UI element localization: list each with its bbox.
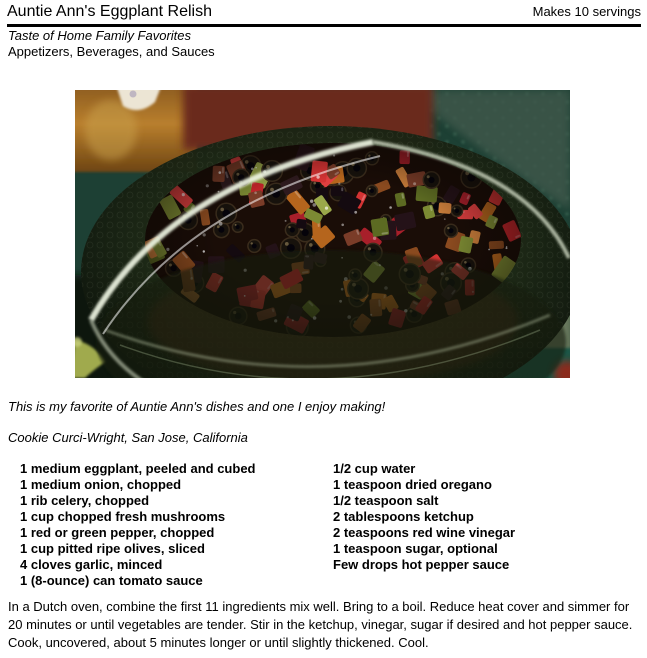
ingredient-item: 1 rib celery, chopped xyxy=(20,493,150,508)
ingredient-item: 1/2 cup water xyxy=(333,461,416,476)
cookbook-source: Taste of Home Family Favorites xyxy=(8,28,192,43)
ingredient-item: 2 teaspoons red wine vinegar xyxy=(333,525,516,540)
servings-label: Makes 10 servings xyxy=(532,4,641,19)
ingredient-item: 2 tablespoons ketchup xyxy=(333,509,474,524)
ingredients-list-right xyxy=(333,461,515,573)
category-label: Appetizers, Beverages, and Sauces xyxy=(8,44,215,59)
attribution-text: Cookie Curci-Wright, San Jose, California xyxy=(8,430,248,445)
recipe-header xyxy=(7,3,641,27)
recipe-title: Auntie Ann's Eggplant Relish xyxy=(7,3,212,20)
ingredient-item: 4 cloves garlic, minced xyxy=(20,557,163,572)
comment-text: This is my favorite of Auntie Ann's dishes and one I enjoy making! xyxy=(8,399,386,414)
ingredient-item: 1 teaspoon dried oregano xyxy=(333,477,492,492)
directions-text: In a Dutch oven, combine the first 11 ingredients mix well. Bring to a boil. Reduce heat cover and simmer for 20 minutes or until vegetables are tender. Stir in the ketchup, vinegar, sugar if desired and hot pepper sauce. Cook, uncovered, about 5 minutes longer or until slightly thickened. Cool. xyxy=(8,599,633,650)
ingredient-item: 1 medium eggplant, peeled and cubed xyxy=(20,461,256,476)
ingredients-list-left xyxy=(20,461,256,589)
ingredient-item: 1 (8-ounce) can tomato sauce xyxy=(20,573,203,588)
ingredient-item: 1/2 teaspoon salt xyxy=(333,493,439,508)
recipe-photo xyxy=(75,90,570,378)
ingredient-item: 1 medium onion, chopped xyxy=(20,477,182,492)
ingredient-item: 1 teaspoon sugar, optional xyxy=(333,541,498,556)
ingredient-item: 1 cup chopped fresh mushrooms xyxy=(20,509,226,524)
recipe-photo-art xyxy=(75,90,570,378)
ingredient-item: 1 cup pitted ripe olives, sliced xyxy=(20,541,205,556)
ingredient-item: Few drops hot pepper sauce xyxy=(333,557,510,572)
ingredient-item: 1 red or green pepper, chopped xyxy=(20,525,215,540)
